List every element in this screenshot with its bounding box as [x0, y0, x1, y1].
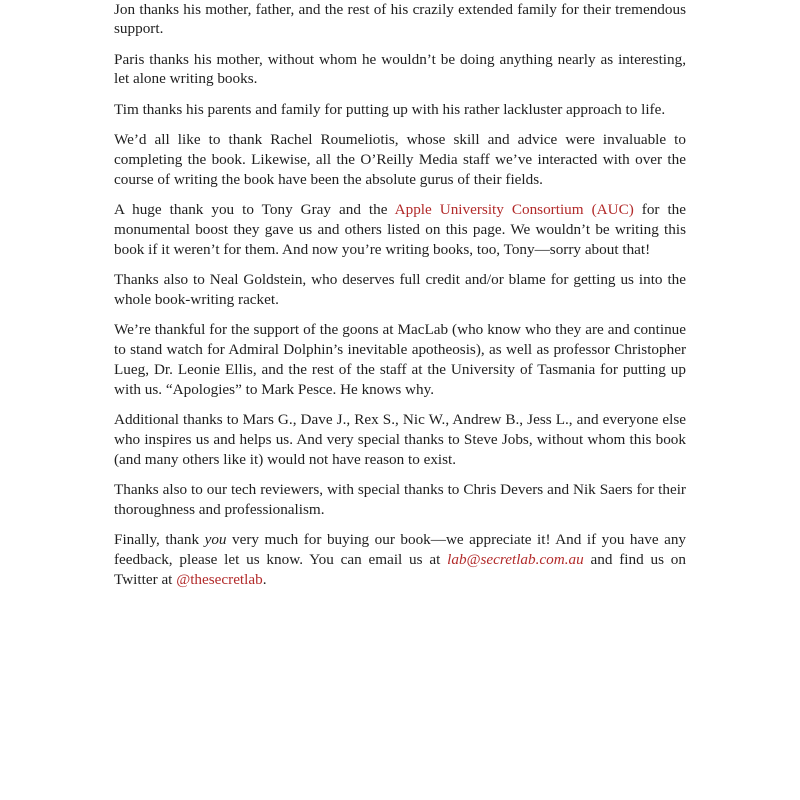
- paragraph-auc-thanks: [114, 200, 686, 259]
- auc-link[interactable]: Apple University Consortium (AUC): [394, 201, 634, 219]
- paragraph-additional-thanks: Additional thanks to Mars G., Dave J., Rex S., Nic W., Andrew B., Jess L., and everyone else who inspires us and helps us. And very special thanks to Steve Jobs, without whom this book (and many others like it) would not have reason to exist.: [114, 411, 686, 468]
- auc-text-after: for the monumental boost they gave us and others listed on this page. We wouldn’t be writing this book if it weren’t for them. And now you’re writing books, too, Tony—sorry about that!: [114, 201, 687, 258]
- paragraph-paris-thanks: Paris thanks his mother, without whom he wouldn’t be doing anything nearly as interesting, let alone writing books.: [114, 50, 686, 88]
- paragraph-goldstein-thanks: Thanks also to Neal Goldstein, who deserves full credit and/or blame for getting us into the whole book-writing racket.: [114, 271, 686, 309]
- reader-text-middle: and find us on Twitter at: [114, 551, 686, 588]
- emphasis-you: you: [204, 531, 227, 549]
- paragraph-editor-thanks: We’d all like to thank Rachel Roumeliotis, whose skill and advice were invaluable to completing the book. Likewise, all the O’Reilly Media staff we’ve interacted with over the course of writing the book have been the absolute gurus of their fields.: [114, 131, 686, 188]
- paragraph-reviewers-thanks: Thanks also to our tech reviewers, with special thanks to Chris Devers and Nik Saers for their thoroughness and professionalism.: [114, 481, 686, 518]
- paragraph-reader-thanks: [114, 530, 686, 589]
- auc-text-before: A huge thank you to Tony Gray and the: [114, 201, 395, 219]
- acknowledgments-page: [114, 0, 686, 600]
- reader-text-end: .: [262, 570, 267, 588]
- twitter-link[interactable]: @thesecretlab: [176, 570, 263, 588]
- reader-text-before-em: Finally, thank: [114, 531, 205, 549]
- reader-text-after-em: very much for buying our book—we appreciate it! And if you have any feedback, please let us know. You can email us at: [114, 531, 687, 569]
- email-link[interactable]: lab@secretlab.com.au: [447, 551, 584, 569]
- paragraph-maclab-thanks: We’re thankful for the support of the goons at MacLab (who know who they are and continue to stand watch for Admiral Dolphin’s inevitable apotheosis), as well as professor Christopher Lueg, Dr. Leonie Ellis, and the rest of the staff at the University of Tasmania for putting up with us. “Apologies” to Mark Pesce. He knows why.: [114, 321, 686, 398]
- paragraph-tim-thanks: Tim thanks his parents and family for putting up with his rather lackluster approach to life.: [114, 100, 666, 118]
- paragraph-jon-thanks: Jon thanks his mother, father, and the rest of his crazily extended family for their tremendous support.: [114, 0, 686, 38]
